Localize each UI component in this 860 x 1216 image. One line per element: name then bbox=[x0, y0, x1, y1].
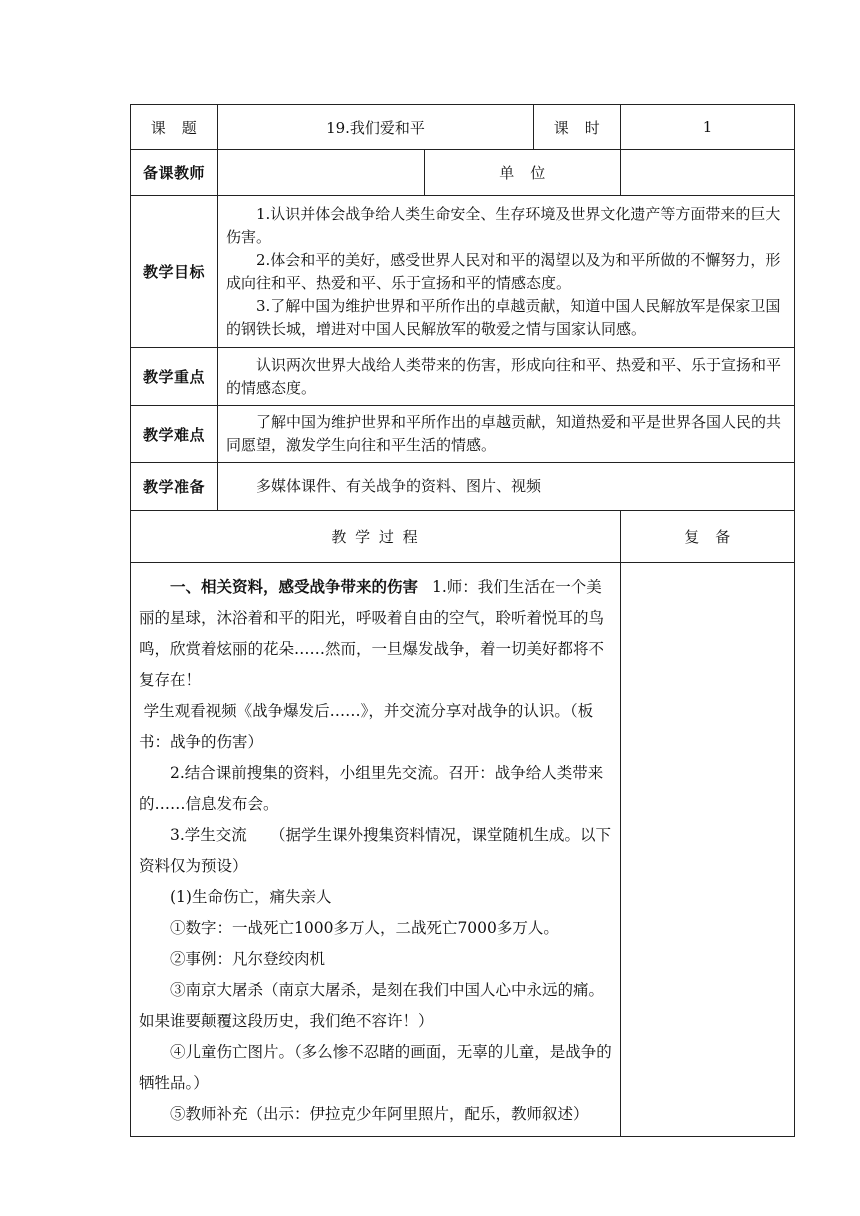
teacher-row bbox=[131, 150, 795, 196]
unit-label: 单 位 bbox=[425, 150, 621, 196]
difficulties-label: 教学难点 bbox=[131, 406, 218, 463]
watch-video-text: 学生观看视频《战争爆发后……》，并交流分享对战争的认识。（板书：战争的伤害） bbox=[139, 702, 594, 751]
item-5-text: ⑤教师补充（出示：伊拉克少年阿里照片，配乐，教师叙述） bbox=[170, 1105, 589, 1123]
process-header-row bbox=[131, 511, 795, 563]
topic-label: 课 题 bbox=[131, 105, 218, 150]
key-points-content bbox=[218, 348, 795, 406]
process-header: 教 学 过 程 bbox=[131, 511, 621, 563]
teacher-value bbox=[218, 150, 425, 196]
step-3-text: 3.学生交流 （据学生课外搜集资料情况，课堂随机生成。以下资料仅为预设） bbox=[139, 826, 612, 875]
review-notes-cell bbox=[621, 563, 795, 1137]
step-2-text: 2.结合课前搜集的资料，小组里先交流。召开：战争给人类带来的……信息发布会。 bbox=[139, 764, 604, 813]
topic-row bbox=[131, 105, 795, 150]
goal-item-1: 1.认识并体会战争给人类生命安全、生存环境及世界文化遗产等方面带来的巨大伤害。 bbox=[226, 204, 781, 246]
process-content bbox=[131, 563, 621, 1137]
topic-value: 19.我们爱和平 bbox=[218, 105, 534, 150]
lesson-plan-table bbox=[130, 104, 795, 1137]
sub-1-heading: (1)生命伤亡，痛失亲人 bbox=[170, 888, 332, 906]
difficulties-row bbox=[131, 406, 795, 463]
item-3-text: ③南京大屠杀（南京大屠杀，是刻在我们中国人心中永远的痛。如果谁要颠覆这段历史，我们绝不容许！） bbox=[139, 981, 605, 1030]
section1-title: 一、相关资料，感受战争带来的伤害 bbox=[170, 577, 419, 596]
preparation-row bbox=[131, 463, 795, 511]
key-points-row bbox=[131, 348, 795, 406]
teacher-label: 备课教师 bbox=[131, 150, 218, 196]
preparation-content bbox=[218, 463, 795, 511]
lesson-plan-sheet bbox=[130, 104, 794, 1137]
difficulties-content bbox=[218, 406, 795, 463]
preparation-label: 教学准备 bbox=[131, 463, 218, 511]
key-points-text: 认识两次世界大战给人类带来的伤害，形成向往和平、热爱和平、乐于宣扬和平的情感态度。 bbox=[226, 355, 782, 397]
review-header: 复 备 bbox=[621, 511, 795, 563]
goal-item-3: 3.了解中国为维护世界和平所作出的卓越贡献，知道中国人民解放军是保家卫国的钢铁长城，增进对中国人民解放军的敬爱之情与国家认同感。 bbox=[226, 296, 781, 338]
item-2-text: ②事例：凡尔登绞肉机 bbox=[170, 950, 326, 968]
goals-label: 教学目标 bbox=[131, 196, 218, 348]
item-4-text: ④儿童伤亡图片。（多么惨不忍睹的画面，无辜的儿童，是战争的牺牲品。） bbox=[139, 1043, 612, 1092]
difficulties-text: 了解中国为维护世界和平所作出的卓越贡献，知道热爱和平是世界各国人民的共同愿望，激发学生向往和平生活的情感。 bbox=[226, 413, 782, 454]
goals-row bbox=[131, 196, 795, 348]
item-1-text: ①数字：一战死亡1000多万人，二战死亡7000多万人。 bbox=[170, 919, 559, 937]
section1-intro: 1.师：我们生活在一个美丽的星球，沐浴着和平的阳光，呼吸着自由的空气，聆听着悦耳的鸟鸣，欣赏着炫丽的花朵……然而，一旦爆发战争，着一切美好都将不复存在！ bbox=[139, 578, 605, 689]
unit-value bbox=[621, 150, 795, 196]
preparation-text: 多媒体课件、有关战争的资料、图片、视频 bbox=[256, 477, 542, 495]
period-label: 课 时 bbox=[534, 105, 621, 150]
process-body-row bbox=[131, 563, 795, 1137]
key-points-label: 教学重点 bbox=[131, 348, 218, 406]
period-value: 1 bbox=[621, 105, 795, 150]
goals-content bbox=[218, 196, 795, 348]
goal-item-2: 2.体会和平的美好，感受世界人民对和平的渴望以及为和平所做的不懈努力，形成向往和平、热爱和平、乐于宣扬和平的情感态度。 bbox=[226, 250, 781, 292]
